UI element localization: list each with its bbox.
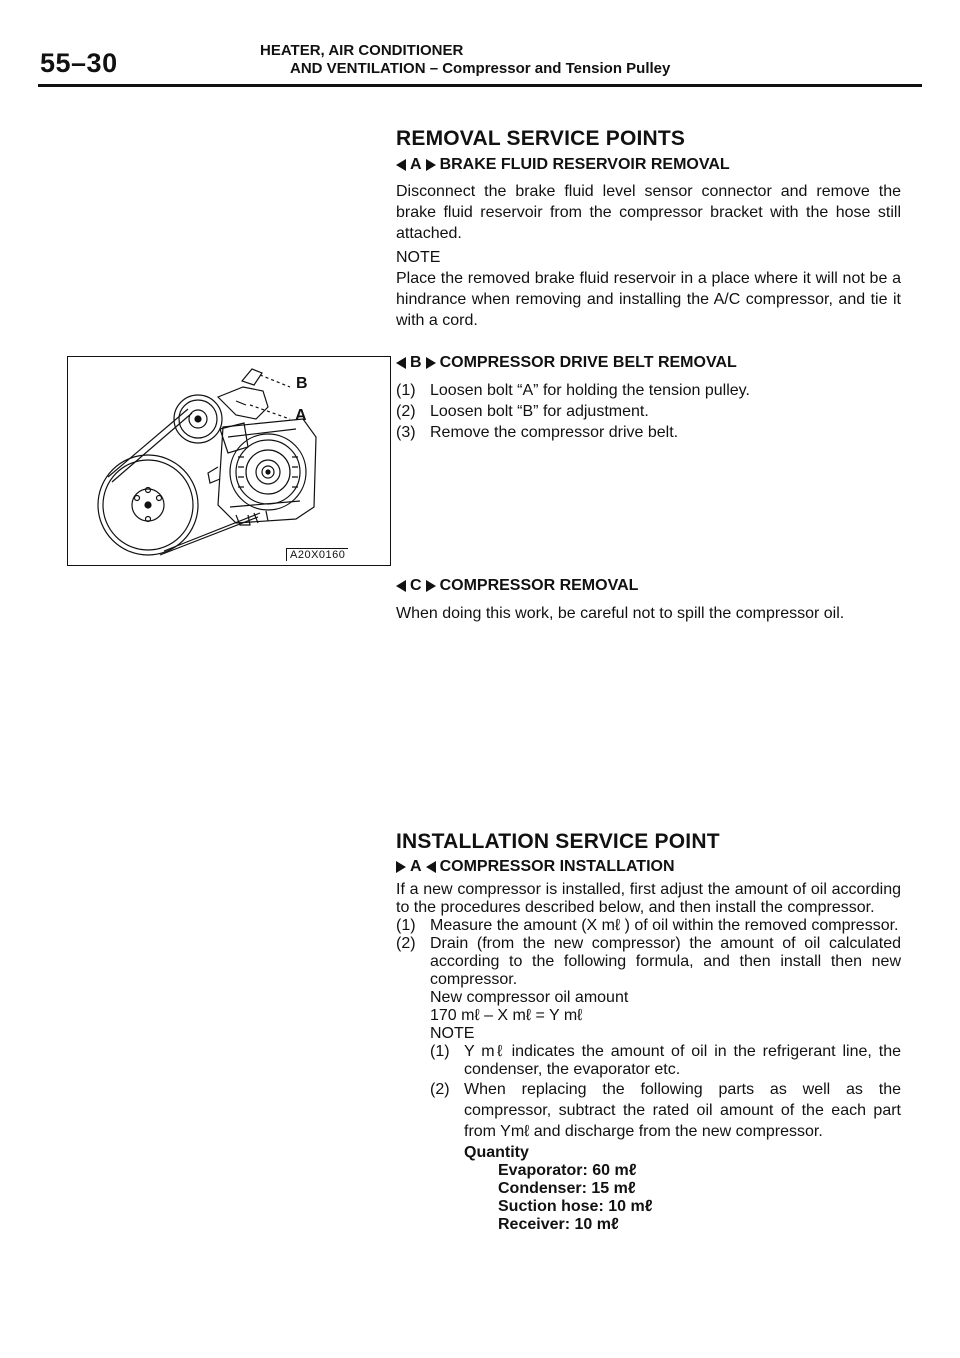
right-arrow-icon <box>426 357 436 369</box>
list-item: (2) Drain (from the new compressor) the amount of oil calculated according to the following formula, and then install then new compressor. New compressor oil amount 170 mℓ – X mℓ = Y mℓ NOTE (1) Y mℓ indicates the amount of oil in the refrigerant line, the condenser, the evaporator etc. (2) When replacing the following parts as well as the compressor, subtract the rated oil amount of the each part from Ymℓ and discharge from the new compressor. Quantity Evaporator: 60 mℓ Condenser: 15 mℓ Suction hose: 10 mℓ Receiver: 10 mℓ <box>396 935 901 1233</box>
figure-code: A20X0160 <box>286 548 348 561</box>
quantity-condenser: Condenser: 15 mℓ <box>498 1180 636 1197</box>
list-item: (2) Loosen bolt “B” for adjustment. <box>396 403 649 420</box>
installation-note-label: NOTE <box>430 1025 475 1042</box>
formula: 170 mℓ – X mℓ = Y mℓ <box>430 1007 583 1024</box>
header-title-line2: AND VENTILATION – Compressor and Tension Pulley <box>290 60 671 77</box>
right-arrow-icon <box>426 580 436 592</box>
removal-c-text: When doing this work, be careful not to spill the compressor oil. <box>396 605 845 622</box>
removal-b-heading <box>396 354 737 372</box>
figure-label-b: B <box>296 375 308 392</box>
quantity-label: Quantity <box>464 1144 529 1161</box>
list-item: (1) Y mℓ indicates the amount of oil in the refrigerant line, the condenser, the evaporator etc. <box>430 1043 901 1078</box>
removal-a-badge: A <box>410 156 422 173</box>
installation-a-heading <box>396 858 675 876</box>
list-item: (1) Loosen bolt “A” for holding the tension pulley. <box>396 382 750 399</box>
removal-c-badge: C <box>410 577 422 594</box>
quantity-evaporator: Evaporator: 60 mℓ <box>498 1162 637 1179</box>
installation-a-badge: A <box>410 858 422 875</box>
removal-a-note-label: NOTE <box>396 249 441 266</box>
removal-b-steps <box>396 380 901 443</box>
figure-label-a: A <box>295 407 307 424</box>
removal-a-title: BRAKE FLUID RESERVOIR REMOVAL <box>439 156 730 173</box>
removal-a-note-text: Place the removed brake fluid reservoir in a place where it will not be a hindrance when removing and installing the A/C compressor, and tie it with a cord. <box>396 270 901 329</box>
removal-b-badge: B <box>410 354 422 371</box>
left-arrow-icon <box>396 159 406 171</box>
quantity-list <box>464 1162 901 1234</box>
list-item: (1) Measure the amount (X mℓ ) of oil within the removed compressor. <box>396 917 899 934</box>
page-number: 55–30 <box>40 48 118 78</box>
compressor-belt-figure <box>67 356 391 566</box>
installation-a-body <box>396 881 901 1234</box>
removal-c-heading <box>396 577 638 595</box>
list-item: (3) Remove the compressor drive belt. <box>396 424 679 441</box>
quantity-suction-hose: Suction hose: 10 mℓ <box>498 1198 653 1215</box>
formula-label: New compressor oil amount <box>430 989 629 1006</box>
list-item: (2) When replacing the following parts as well as the compressor, subtract the rated oil amount of the each part from Ymℓ and discharge from the new compressor. Quantity Evaporator: 60 mℓ Condenser: 15 mℓ Suction hose: 10 mℓ Receiver: 10 mℓ <box>430 1081 901 1233</box>
removal-b-title: COMPRESSOR DRIVE BELT REMOVAL <box>439 354 737 371</box>
compressor-pulley-illustration <box>68 357 390 565</box>
right-arrow-icon <box>426 159 436 171</box>
installation-section-title: INSTALLATION SERVICE POINT <box>396 830 720 853</box>
installation-intro: If a new compressor is installed, first adjust the amount of oil according to the procedures described below, and then install the compressor. <box>396 881 901 916</box>
removal-a-text: Disconnect the brake fluid level sensor connector and remove the brake fluid reservoir from the compressor bracket with the hose still attached. <box>396 183 901 242</box>
installation-a-title: COMPRESSOR INSTALLATION <box>439 858 675 875</box>
removal-a-heading <box>396 156 730 174</box>
removal-c-title: COMPRESSOR REMOVAL <box>439 577 639 594</box>
quantity-receiver: Receiver: 10 mℓ <box>498 1216 619 1233</box>
right-arrow-icon <box>396 861 406 873</box>
left-arrow-icon <box>396 580 406 592</box>
header-rule <box>38 84 922 87</box>
left-arrow-icon <box>396 357 406 369</box>
removal-section-title: REMOVAL SERVICE POINTS <box>396 127 686 150</box>
left-arrow-icon <box>426 861 436 873</box>
header-title-line1: HEATER, AIR CONDITIONER <box>260 42 464 59</box>
